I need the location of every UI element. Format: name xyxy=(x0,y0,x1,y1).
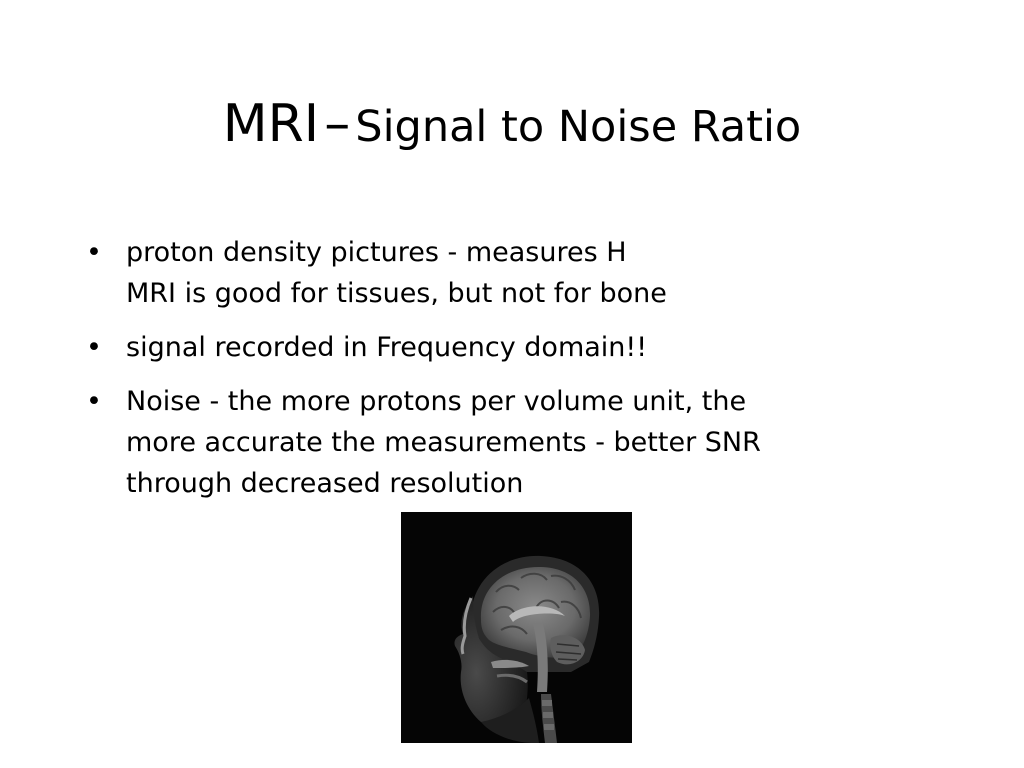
bullet-marker: • xyxy=(86,332,102,363)
bullet-marker: • xyxy=(86,386,102,417)
title-subtitle: Signal to Noise Ratio xyxy=(355,102,802,152)
bullet-text-line: Noise - the more protons per volume unit, the xyxy=(126,386,747,417)
bullet-text-line: through decreased resolution xyxy=(126,468,524,499)
bullet-text-line: MRI is good for tissues, but not for bone xyxy=(126,278,667,309)
bullet-text-line: more accurate the measurements - better SNR xyxy=(126,427,761,458)
mri-brain-image xyxy=(401,512,632,743)
bullet-list xyxy=(86,232,946,517)
slide-title xyxy=(0,94,1024,154)
mri-brain-illustration xyxy=(401,512,632,743)
bullet-text-line: proton density pictures - measures H xyxy=(126,237,627,268)
bullet-text-line: signal recorded in Frequency domain!! xyxy=(126,332,648,363)
bullet-item xyxy=(86,381,946,504)
bullet-item xyxy=(86,232,946,314)
title-main: MRI xyxy=(222,94,320,154)
title-separator: – xyxy=(324,94,351,154)
bullet-marker: • xyxy=(86,237,102,268)
bullet-item xyxy=(86,327,946,368)
